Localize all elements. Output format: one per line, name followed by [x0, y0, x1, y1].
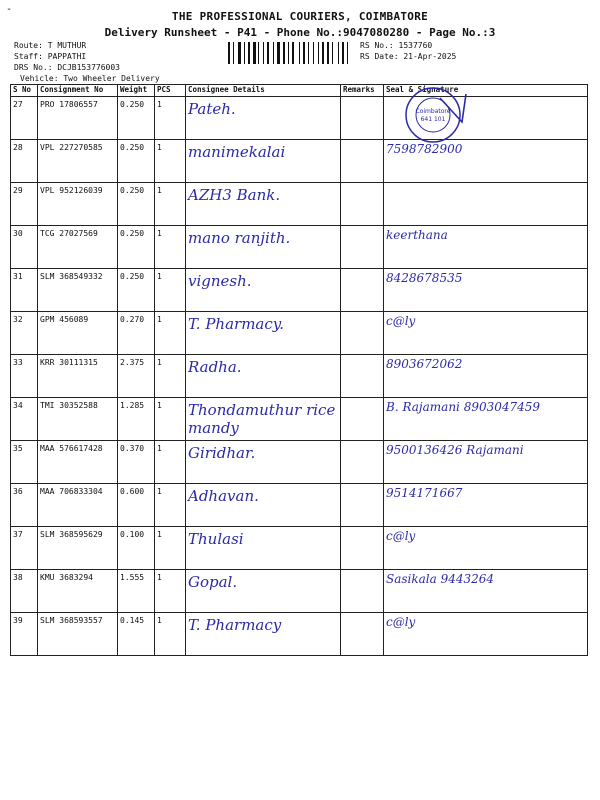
row-signature: c@ly: [384, 527, 588, 570]
row-consignee: T. Pharmacy.: [186, 312, 341, 355]
col-consignee: Consignee Details: [186, 85, 341, 97]
row-pcs: 1: [155, 97, 186, 140]
col-remarks: Remarks: [341, 85, 384, 97]
row-sno: 27: [11, 97, 38, 140]
row-consignment-no: KMU 3683294: [38, 570, 118, 613]
row-consignee: manimekalai: [186, 140, 341, 183]
row-remarks: [341, 613, 384, 656]
row-pcs: 1: [155, 269, 186, 312]
row-pcs: 1: [155, 484, 186, 527]
row-consignee: Adhavan.: [186, 484, 341, 527]
row-consignment-no: GPM 456089: [38, 312, 118, 355]
staff-label: Staff: PAPPATHI: [14, 52, 87, 61]
row-weight: 0.250: [118, 269, 155, 312]
row-pcs: 1: [155, 183, 186, 226]
row-weight: 0.250: [118, 140, 155, 183]
row-pcs: 1: [155, 355, 186, 398]
row-weight: 0.145: [118, 613, 155, 656]
row-consignment-no: KRR 30111315: [38, 355, 118, 398]
row-consignee: Pateh.: [186, 97, 341, 140]
table-row: [11, 613, 588, 656]
row-consignment-no: MAA 706833304: [38, 484, 118, 527]
row-pcs: 1: [155, 140, 186, 183]
col-consignment: Consignment No: [38, 85, 118, 97]
corner-mark: -: [6, 4, 13, 15]
delivery-seal-stamp: [400, 84, 470, 146]
row-sno: 34: [11, 398, 38, 441]
row-remarks: [341, 269, 384, 312]
seal-pin: 641 101: [420, 116, 446, 123]
row-remarks: [341, 140, 384, 183]
row-sno: 35: [11, 441, 38, 484]
drs-label: DRS No.: DCJB153776003: [14, 63, 120, 72]
row-remarks: [341, 312, 384, 355]
row-sno: 33: [11, 355, 38, 398]
table-row: [11, 269, 588, 312]
col-sno: S No: [11, 85, 38, 97]
row-consignee: Radha.: [186, 355, 341, 398]
row-signature: 9500136426 Rajamani: [384, 441, 588, 484]
row-sno: 30: [11, 226, 38, 269]
row-signature: [384, 183, 588, 226]
route-label: Route: T MUTHUR: [14, 41, 87, 50]
row-sno: 32: [11, 312, 38, 355]
row-signature: c@ly: [384, 613, 588, 656]
row-weight: 0.270: [118, 312, 155, 355]
table-row: [11, 312, 588, 355]
runsheet-table: [10, 84, 588, 656]
runsheet-title: Delivery Runsheet - P41 - Phone No.:9047080280 - Page No.:3: [104, 26, 496, 39]
row-sno: 39: [11, 613, 38, 656]
rs-number: RS No.: 1537760: [360, 41, 433, 50]
row-consignment-no: TMI 30352588: [38, 398, 118, 441]
row-pcs: 1: [155, 613, 186, 656]
row-pcs: 1: [155, 441, 186, 484]
table-row: [11, 97, 588, 140]
row-weight: 0.250: [118, 183, 155, 226]
row-remarks: [341, 97, 384, 140]
row-consignee: Gopal.: [186, 570, 341, 613]
row-weight: 0.250: [118, 226, 155, 269]
table-header-row: [11, 85, 588, 97]
barcode: [228, 42, 352, 64]
row-signature: 9514171667: [384, 484, 588, 527]
row-consignment-no: VPL 227270585: [38, 140, 118, 183]
col-pcs: PCS: [155, 85, 186, 97]
row-consignment-no: TCG 27027569: [38, 226, 118, 269]
table-row: [11, 398, 588, 441]
row-remarks: [341, 226, 384, 269]
row-remarks: [341, 527, 384, 570]
table-row: [11, 441, 588, 484]
table-row: [11, 484, 588, 527]
row-signature: keerthana: [384, 226, 588, 269]
row-weight: 0.250: [118, 97, 155, 140]
row-pcs: 1: [155, 312, 186, 355]
row-consignee: vignesh.: [186, 269, 341, 312]
seal-city: Coimbatore: [415, 108, 451, 115]
row-signature: B. Rajamani 8903047459: [384, 398, 588, 441]
row-signature: c@ly: [384, 312, 588, 355]
rs-date: RS Date: 21-Apr-2025: [360, 52, 457, 61]
table-row: [11, 570, 588, 613]
table-row: [11, 140, 588, 183]
row-consignee: T. Pharmacy: [186, 613, 341, 656]
row-signature: Sasikala 9443264: [384, 570, 588, 613]
row-weight: 0.600: [118, 484, 155, 527]
row-sno: 36: [11, 484, 38, 527]
row-weight: 2.375: [118, 355, 155, 398]
col-signature: Seal & Signature: [384, 85, 588, 97]
vehicle-label: Vehicle: Two Wheeler Delivery: [20, 74, 160, 83]
row-sno: 38: [11, 570, 38, 613]
row-signature: 8428678535: [384, 269, 588, 312]
row-remarks: [341, 355, 384, 398]
row-pcs: 1: [155, 570, 186, 613]
row-consignment-no: MAA 576617428: [38, 441, 118, 484]
row-sno: 29: [11, 183, 38, 226]
row-weight: 0.100: [118, 527, 155, 570]
row-remarks: [341, 484, 384, 527]
table-row: [11, 226, 588, 269]
row-consignee: AZH3 Bank.: [186, 183, 341, 226]
table-row: [11, 527, 588, 570]
row-consignment-no: SLM 368595629: [38, 527, 118, 570]
row-remarks: [341, 398, 384, 441]
col-weight: Weight: [118, 85, 155, 97]
row-sno: 28: [11, 140, 38, 183]
table-row: [11, 183, 588, 226]
row-pcs: 1: [155, 398, 186, 441]
company-title: THE PROFESSIONAL COURIERS, COIMBATORE: [171, 10, 429, 23]
row-sno: 31: [11, 269, 38, 312]
row-consignment-no: SLM 368549332: [38, 269, 118, 312]
row-pcs: 1: [155, 226, 186, 269]
row-remarks: [341, 441, 384, 484]
row-sno: 37: [11, 527, 38, 570]
row-signature: 7598782900: [384, 140, 588, 183]
table-row: [11, 355, 588, 398]
row-consignee: Thulasi: [186, 527, 341, 570]
row-weight: 1.555: [118, 570, 155, 613]
row-weight: 1.285: [118, 398, 155, 441]
row-consignment-no: SLM 368593557: [38, 613, 118, 656]
row-consignee: Thondamuthur rice mandy: [186, 398, 341, 441]
row-weight: 0.370: [118, 441, 155, 484]
row-consignee: Giridhar.: [186, 441, 341, 484]
row-consignment-no: PRO 17806557: [38, 97, 118, 140]
row-signature: 8903672062: [384, 355, 588, 398]
row-consignment-no: VPL 952126039: [38, 183, 118, 226]
row-consignee: mano ranjith.: [186, 226, 341, 269]
row-remarks: [341, 570, 384, 613]
row-remarks: [341, 183, 384, 226]
row-pcs: 1: [155, 527, 186, 570]
